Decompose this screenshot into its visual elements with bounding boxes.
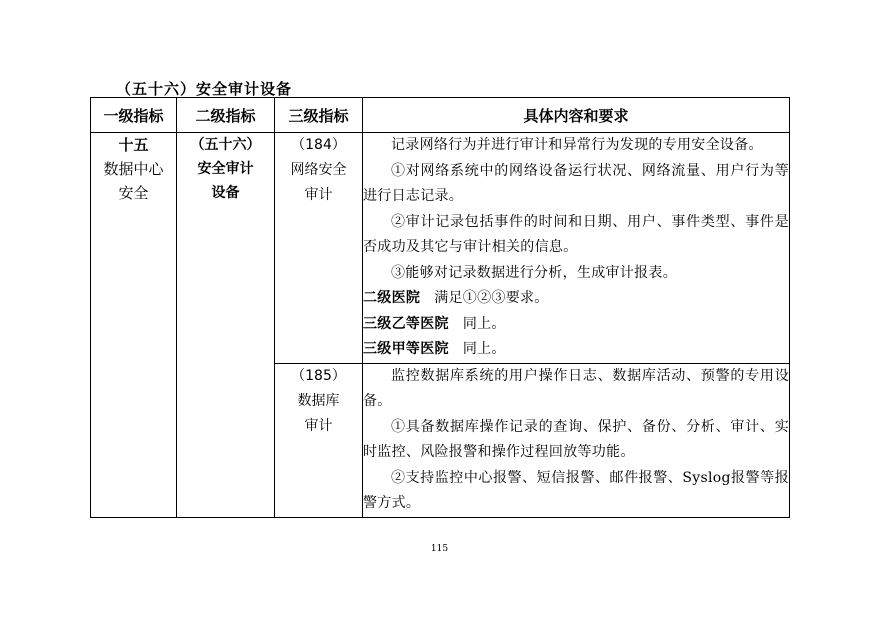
level3-line: 网络安全 — [290, 162, 347, 178]
level3-line: （184） — [291, 137, 346, 153]
level3-cell — [275, 133, 363, 364]
level1-cell — [91, 133, 177, 518]
level1-line: 十五 — [118, 136, 149, 154]
content-paragraph: ①具备数据库操作记录的查询、保护、备份、分析、审计、实时监控、风险报警和操作过程回放等功能。 — [363, 418, 789, 460]
content-paragraph: ②审计记录包括事件的时间和日期、用户、事件类型、事件是否成功及其它与审计相关的信息。 — [363, 213, 789, 255]
content-cell — [363, 363, 790, 517]
requirement-line — [363, 286, 789, 312]
content-paragraph: ①对网络系统中的网络设备运行状况、网络流量、用户行为等进行日志记录。 — [363, 162, 789, 204]
table-header-row — [91, 98, 790, 133]
header-level2: 二级指标 — [177, 98, 275, 133]
requirement-line — [363, 337, 789, 363]
level2-line: 设备 — [211, 185, 240, 201]
level3-line: 数据库 — [297, 392, 340, 409]
hospital-level: 三级乙等医院 — [363, 315, 449, 332]
hospital-level: 二级医院 — [363, 290, 421, 306]
requirement-text: 同上。 — [462, 341, 506, 357]
hospital-level: 三级甲等医院 — [363, 341, 449, 357]
header-level1: 一级指标 — [91, 98, 177, 133]
section-title: （五十六）安全审计设备 — [116, 80, 293, 98]
requirement-text: 满足①②③要求。 — [434, 290, 549, 306]
content-paragraph: 监控数据库系统的用户操作日志、数据库活动、预警的专用设备。 — [363, 367, 789, 409]
content-cell — [363, 133, 790, 364]
level1-line: 安全 — [118, 184, 149, 202]
requirement-text: 同上。 — [462, 315, 506, 332]
requirement-line — [363, 312, 789, 338]
indicator-table — [90, 97, 790, 518]
content-paragraph: 记录网络行为并进行审计和异常行为发现的专用安全设备。 — [391, 137, 763, 153]
level1-line: 数据中心 — [103, 160, 164, 178]
header-content: 具体内容和要求 — [363, 98, 790, 133]
content-paragraph: ②支持监控中心报警、短信报警、邮件报警、Syslog报警等报警方式。 — [363, 469, 789, 511]
table-row — [91, 133, 790, 364]
level2-line: （五十六） — [190, 137, 261, 153]
level3-line: 审计 — [304, 187, 333, 203]
content-paragraph: ③能够对记录数据进行分析，生成审计报表。 — [391, 264, 677, 281]
header-level3: 三级指标 — [275, 98, 363, 133]
page-number: 115 — [430, 544, 449, 554]
level3-cell — [275, 363, 363, 517]
level3-line: 审计 — [304, 417, 333, 434]
level2-line: 安全审计 — [197, 161, 254, 177]
level2-cell — [177, 133, 275, 518]
level3-line: （185） — [291, 367, 346, 384]
